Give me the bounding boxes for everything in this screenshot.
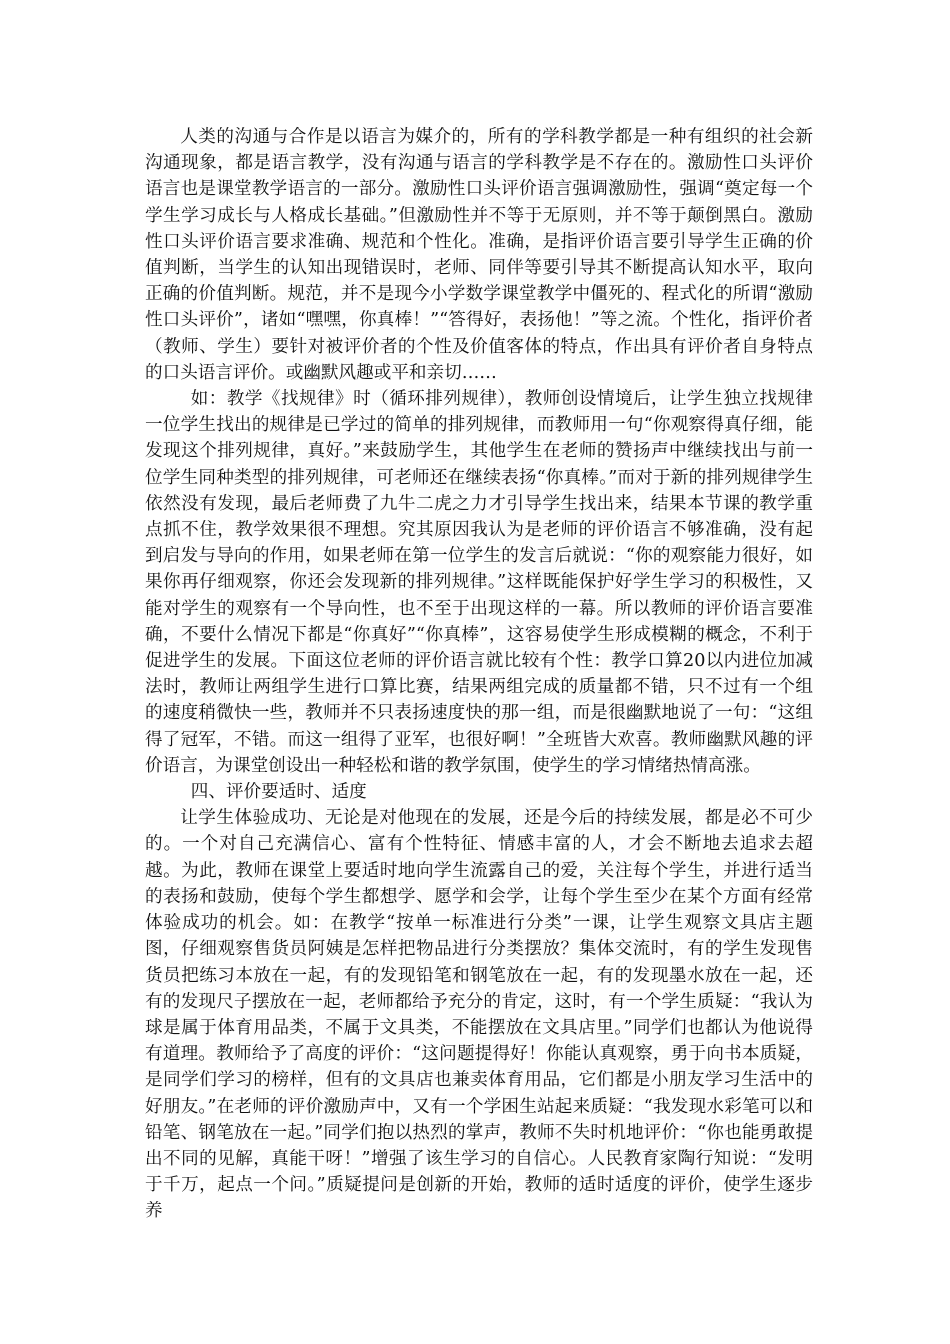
paragraph-timely-evaluation: 让学生体验成功、无论是对他现在的发展，还是今后的持续发展，都是必不可少的。一个对自己充满信心、富有个性特征、情感丰富的人，才会不断地去追求去超越。为此，教师在课堂上要适时地向学生流露自己的爱，关注每个学生，并进行适当的表扬和鼓励，使每个学生都想学、愿学和会学，让每个学生至少在某个方面有经常体验成功的机会。如：在教学“按单一标准进行分类”一课，让学生观察文具店主题图，仔细观察售货员阿姨是怎样把物品进行分类摆放？集体交流时，有的学生发现售货员把练习本放在一起，有的发现铅笔和钢笔放在一起，有的发现墨水放在一起，还有的发现尺子摆放在一起，老师都给予充分的肯定，这时，有一个学生质疑：“我认为球是属于体育用品类，不属于文具类，不能摆放在文具店里。”同学们也都认为他说得有道理。教师给予了高度的评价：“这问题提得好！你能认真观察，勇于向书本质疑，是同学们学习的榜样，但有的文具店也兼卖体育用品，它们都是小朋友学习生活中的好朋友。”在老师的评价激励声中，又有一个学困生站起来质疑：“我发现水彩笔可以和铅笔、钢笔放在一起。”同学们抱以热烈的掌声，教师不失时机地评价：“你也能勇敢提出不同的见解，真能干呀！”增强了该生学习的自信心。人民教育家陶行知说：“发明于千万，起点一个问。”质疑提问是创新的开始，教师的适时适度的评价，使学生逐步养: [145, 808, 813, 1222]
document-page: [145, 124, 813, 1225]
paragraph-pattern-example: 如：教学《找规律》时（循环排列规律），教师创设情境后，让学生独立找规律一位学生找出的规律是已学过的简单的排列规律，而教师用一句“你观察得真仔细，能发现这个排列规律，真好。”来鼓励学生，其他学生在老师的赞扬声中继续找出与前一位学生同种类型的排列规律，可老师还在继续表扬“你真棒。”而对于新的排列规律学生依然没有发现，最后老师费了九牛二虎之力才引导学生找出来，结果本节课的教学重点抓不住，教学效果很不理想。究其原因我认为是老师的评价语言不够准确，没有起到启发与导向的作用，如果老师在第一位学生的发言后就说：“你的观察能力很好，如果你再仔细观察，你还会发现新的排列规律。”这样既能保护好学生学习的积极性，又能对学生的观察有一个导向性，也不至于出现这样的一幕。所以教师的评价语言要准确，不要什么情况下都是“你真好”“你真棒”，这容易使学生形成模糊的概念，不利于促进学生的发展。下面这位老师的评价语言就比较有个性：教学口算20以内进位加减法时，教师让两组学生进行口算比赛，结果两组完成的质量都不错，只不过有一个组的速度稍微快一些，教师并不只表扬速度快的那一组，而是很幽默地说了一句：“这组得了冠军，不错。而这一组得了亚军，也很好啊！”全班皆大欢喜。教师幽默风趣的评价语言，为课堂创设出一种轻松和谐的教学氛围，使学生的学习情绪热情高涨。: [145, 389, 813, 776]
section-heading: 四、评价要适时、适度: [190, 782, 367, 803]
paragraph-evaluation-language: 人类的沟通与合作是以语言为媒介的，所有的学科教学都是一种有组织的社会新沟通现象，都是语言教学，没有沟通与语言的学科教学是不存在的。激励性口头评价语言也是课堂教学语言的一部分。激励性口头评价语言强调激励性，强调“奠定每一个学生学习成长与人格成长基础。”但激励性并不等于无原则，并不等于颠倒黑白。激励性口头评价语言要求准确、规范和个性化。准确，是指评价语言要引导学生正确的价值判断，当学生的认知出现错误时，老师、同伴等要引导其不断提高认知水平，取向正确的价值判断。规范，并不是现今小学数学课堂教学中僵死的、程式化的所谓“激励性口头评价”，诸如“嘿嘿，你真棒！”“答得好，表扬他！”等之流。个性化，指评价者（教师、学生）要针对被评价者的个性及价值客体的特点，作出具有评价者自身特点的口头语言评价。或幽默风趣或平和亲切……: [145, 127, 813, 383]
